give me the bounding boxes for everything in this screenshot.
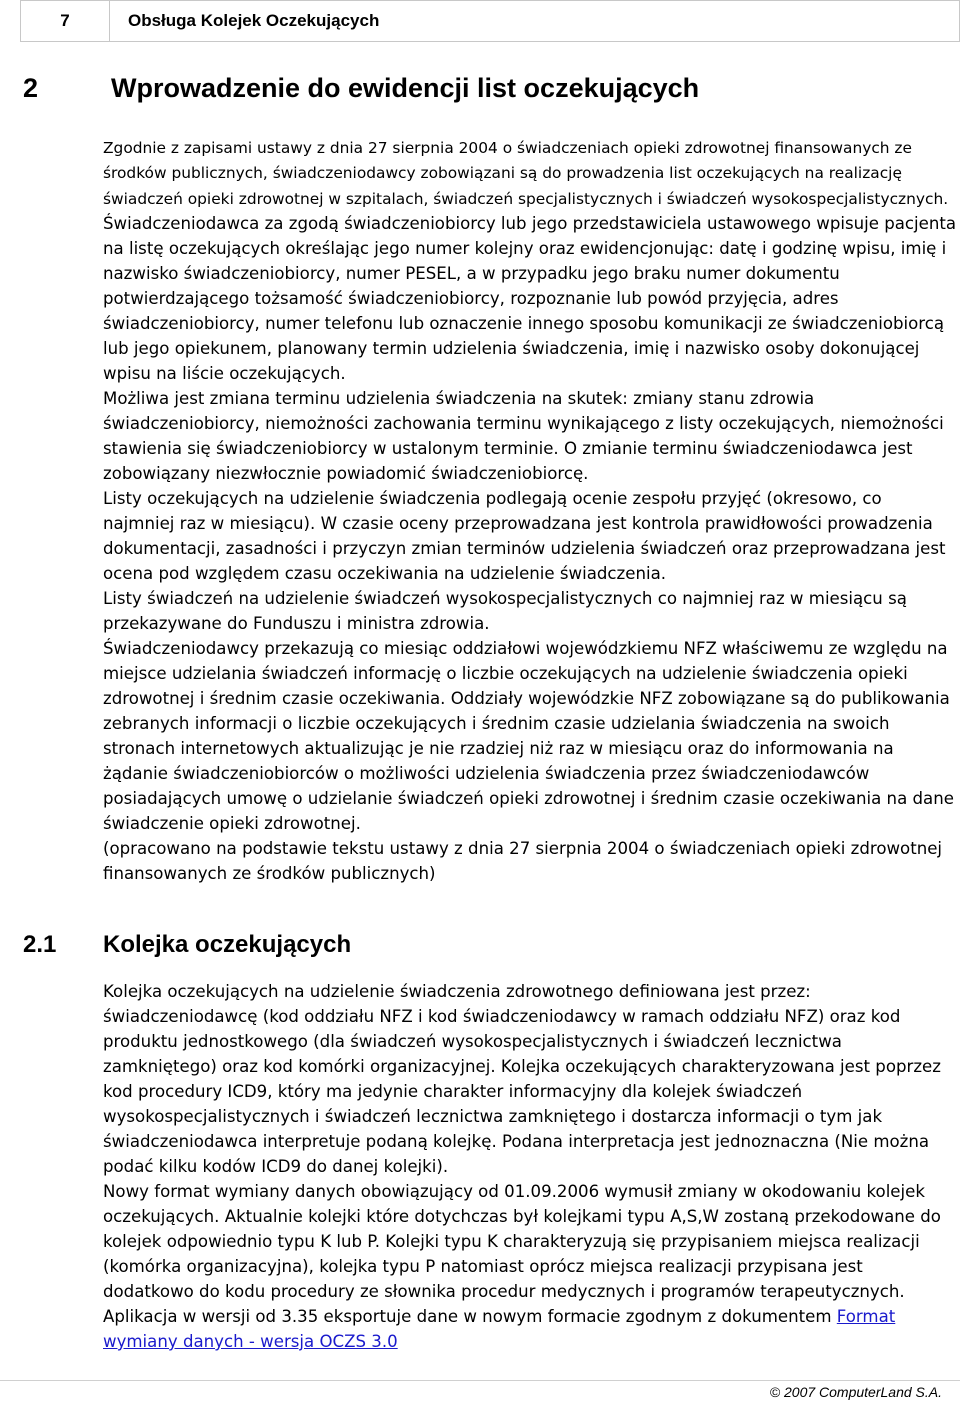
subsection-number: 2.1: [23, 931, 57, 958]
paragraph-reporting: Listy świadczeń na udzielenie świadczeń wysokospecjalistycznych co najmniej raz w miesiącu są przekazywane do Funduszu i ministra zdrowia.: [103, 588, 907, 633]
footer-copyright: © 2007 ComputerLand S.A.: [769, 1384, 942, 1400]
intro-text: Świadczeniodawca za zgodą świadczeniobiorcy lub jego przedstawiciela ustawowego wpisuje pacjenta na listę oczekujących określając jego numer kolejny oraz ewidencjonując: datę i godzinę wpisu, imię i nazwisko świadczeniobiorcy, numer PESEL, a w przypadku jego braku numer dokumentu potwierdzającego tożsamość świadczeniobiorcy, rozpoznanie lub powód przyjęcia, adres świadczeniobiorcy, numer telefonu lub oznaczenie innego sposobu komunikacji ze świadczeniobiorcą lub jego opiekunem, planowany termin udzielenia świadczenia, imię i nazwisko osoby dokonującej wpisu na liście oczekujących.: [103, 213, 957, 383]
new-format-text: Nowy format wymiany danych obowiązujący od 01.09.2006 wymusił zmiany w okodowaniu kolejek oczekujących. Aktualnie kolejki które dotychczas był kolejkami typu A,S,W zostaną przekodowane do kolejek odpowiednio typu K lub P. Kolejki typu K charakteryzują się przypisaniem miejsca realizacji (komórka organizacyjna), kolejka typu P natomiast oprócz miejsca realizacji przypisana jest dodatkowo do kodu procedury ze słownika procedur medycznych i programów terapeutycznych. Aplikacja w wersji od 3.35 eksportuje dane w nowym formacie zgodnym z dokumentem: [103, 1182, 941, 1326]
section-body: [103, 135, 958, 886]
paragraph-queue-definition: Kolejka oczekujących na udzielenie świadczenia zdrowotnego definiowana jest przez: świadczeniodawcę (kod oddziału NFZ i kod świadczeniodawcy w ramach oddziału NFZ) oraz kod produktu jednostkowego (dla świadczeń wysokospecjalistycznych i świadczeń lecznictwa zamkniętego) oraz kod komórki organizacyjnej. Kolejka oczekujących charakteryzowana jest poprzez kod procedury ICD9, który ma jedynie charakter informacyjny dla kolejek świadczeń wysokospecjalistycznych i świadczeń lecznictwa zamkniętego i dostarcza informacji o tym jak świadczeniodawca interpretuje podaną kolejkę. Podana interpretacja jest jednoznaczna (Nie można podać kilku kodów ICD9 do danej kolejki).: [103, 982, 941, 1176]
paragraph-source-note: (opracowano na podstawie tekstu ustawy z dnia 27 sierpnia 2004 o świadczeniach opieki zdrowotnej finansowanych ze środków publicznych): [103, 838, 943, 883]
subsection-body: [103, 979, 958, 1354]
intro-paragraph: [103, 135, 958, 386]
page-header: [20, 0, 960, 42]
subsection-heading: [23, 928, 960, 962]
paragraph-new-format: [103, 1179, 958, 1354]
paragraph-nfz: Świadczeniodawcy przekazują co miesiąc oddziałowi wojewódzkiemu NFZ właściwemu ze względu na miejsce udzielania świadczeń informację o liczbie oczekujących na udzielenie świadczenia opieki zdrowotnej i średnim czasie oczekiwania. Oddziały wojewódzkie NFZ zobowiązane są do publikowania zebranych informacji o liczbie oczekujących i średnim czasie udzielania świadczenia na swoich stronach internetowych aktualizując je nie rzadziej niż raz w miesiącu oraz do informowania na żądanie świadczeniobiorców o możliwości udzielenia świadczenia przez świadczeniodawców posiadających umowę o udzielanie świadczeń opieki zdrowotnej i średnim czasie oczekiwania na dane świadczenie opieki zdrowotnej.: [103, 638, 954, 833]
paragraph-evaluation: Listy oczekujących na udzielenie świadczenia podlegają ocenie zespołu przyjęć (okresowo, co najmniej raz w miesiącu). W czasie oceny przeprowadzana jest kontrola prawidłowości prowadzenia dokumentacji, zasadności i przyczyn zmian terminów udzielenia świadczeń oraz przeprowadzana jest ocena pod względem czasu oczekiwania na udzielenie świadczenia.: [103, 488, 946, 583]
section-number: 2: [23, 73, 39, 103]
document-title: Obsługa Kolejek Oczekujących: [110, 0, 960, 42]
footer-divider: [0, 1380, 960, 1381]
page-number: 7: [20, 0, 110, 42]
subsection-title: Kolejka oczekujących: [103, 931, 352, 958]
section-title: Wprowadzenie do ewidencji list oczekujących: [111, 73, 700, 103]
intro-text-small: Zgodnie z zapisami ustawy z dnia 27 sierpnia 2004 o świadczeniach opieki zdrowotnej finansowanych ze środków publicznych, świadczeniodawcy zobowiązani są do prowadzenia list oczekujących na realizację świadczeń opieki zdrowotnej w szpitalach, świadczeń specjalistycznych i świadczeń wysokospecjalistycznych.: [103, 139, 949, 208]
paragraph-term-change: Możliwa jest zmiana terminu udzielenia świadczenia na skutek: zmiany stanu zdrowia świadczeniobiorcy, niemożności zachowania terminu wynikającego z listy oczekujących, niemożności stawienia się świadczeniobiorcy w ustalonym terminie. O zmianie terminu świadczeniodawca jest zobowiązany niezwłocznie powiadomić świadczeniobiorcę.: [103, 388, 944, 483]
section-heading: [23, 70, 960, 106]
format-document-link[interactable]: Format wymiany danych - wersja OCZS 3.0: [103, 1307, 896, 1351]
